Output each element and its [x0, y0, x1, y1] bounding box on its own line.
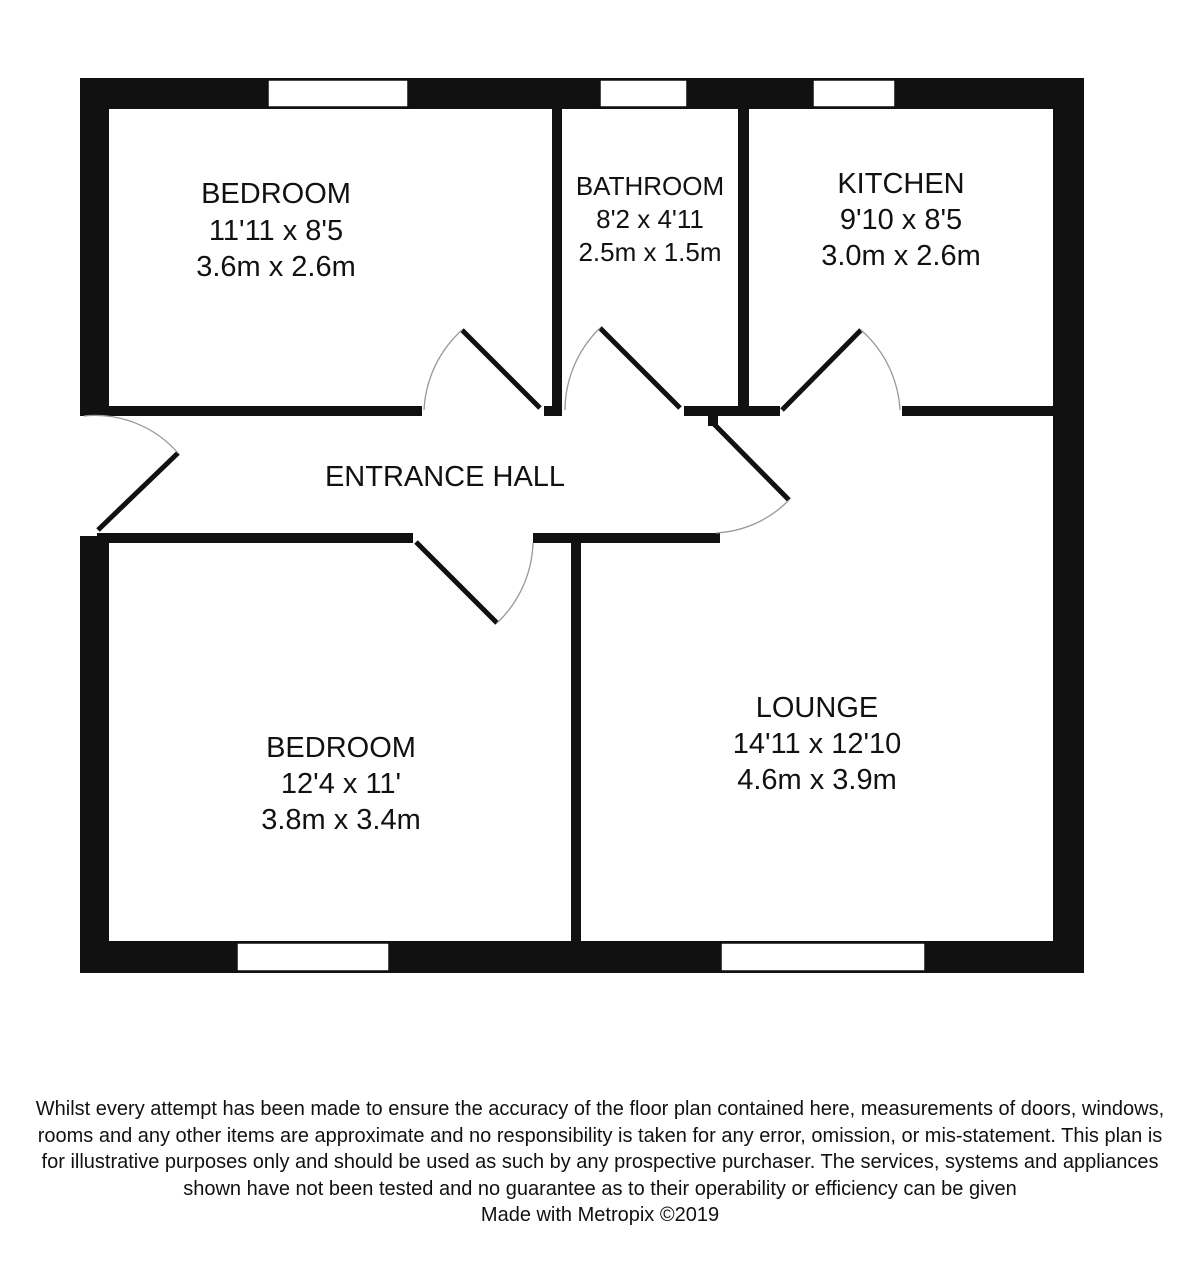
wall-bath-kitchen — [738, 109, 749, 416]
room-name: LOUNGE — [755, 692, 879, 724]
window-lounge — [721, 943, 925, 971]
room-dim-imperial: 9'10 x 8'5 — [839, 204, 963, 236]
door-bedroom-bottom — [416, 542, 533, 623]
disclaimer — [30, 1096, 1170, 1229]
wall-bath-south-stub — [684, 406, 780, 416]
wall-bed-bath-stub — [544, 406, 562, 416]
door-lounge — [712, 422, 789, 533]
wall-bed-lounge — [571, 543, 581, 941]
metropix-credit: Made with Metropix ©2019 — [480, 1204, 720, 1226]
room-name: BEDROOM — [266, 732, 416, 764]
door-bedroom-top — [424, 330, 540, 410]
room-dim-imperial: 14'11 x 12'10 — [732, 728, 902, 760]
room-dim-metric: 3.0m x 2.6m — [821, 240, 981, 272]
window-bedroom-bottom — [237, 943, 389, 971]
door-bathroom — [565, 328, 680, 410]
room-label-bathroom — [576, 171, 724, 267]
room-dim-imperial: 8'2 x 4'11 — [596, 204, 704, 234]
wall-left-lower — [80, 536, 109, 973]
disclaimer-text: Whilst every attempt has been made to ensure the accuracy of the floor plan contained here, measurements of doors, windows, rooms and any other items are approximate and no responsibility is taken for any error, omission, or mis-statement. This plan is for illustrative purposes only and should be used as such by any prospective purchaser. The services, systems and appliances shown have not been tested and no guarantee as to their operability or efficiency can be given — [35, 1098, 1165, 1200]
room-label-bedroom-top — [196, 178, 356, 283]
room-name: ENTRANCE HALL — [324, 461, 566, 493]
window-bathroom — [600, 80, 687, 107]
wall-bedroom-top-south — [109, 406, 422, 416]
room-name: KITCHEN — [837, 168, 965, 200]
room-dim-imperial: 11'11 x 8'5 — [208, 215, 344, 247]
room-label-lounge — [733, 692, 902, 796]
room-dim-metric: 4.6m x 3.9m — [737, 764, 897, 796]
window-bedroom-top — [268, 80, 408, 107]
room-label-entrance-hall — [325, 461, 565, 493]
room-name: BEDROOM — [201, 178, 351, 210]
wall-bed-bath — [552, 109, 562, 416]
door-kitchen — [782, 330, 900, 410]
room-label-kitchen — [821, 168, 981, 272]
wall-top — [80, 78, 1084, 109]
room-label-bedroom-bottom — [261, 732, 421, 836]
wall-hall-south-left — [97, 533, 413, 543]
wall-right — [1053, 78, 1084, 973]
wall-bottom — [80, 941, 1084, 973]
room-dim-imperial: 12'4 x 11' — [280, 768, 402, 800]
wall-hall-south-right — [533, 533, 720, 543]
door-front — [84, 415, 178, 530]
room-dim-metric: 3.8m x 3.4m — [261, 804, 421, 836]
room-name: BATHROOM — [575, 171, 725, 201]
room-dim-metric: 3.6m x 2.6m — [196, 251, 356, 283]
window-kitchen — [813, 80, 895, 107]
wall-left-upper — [80, 78, 109, 416]
room-dim-metric: 2.5m x 1.5m — [578, 237, 722, 267]
wall-kitchen-south — [902, 406, 1053, 416]
